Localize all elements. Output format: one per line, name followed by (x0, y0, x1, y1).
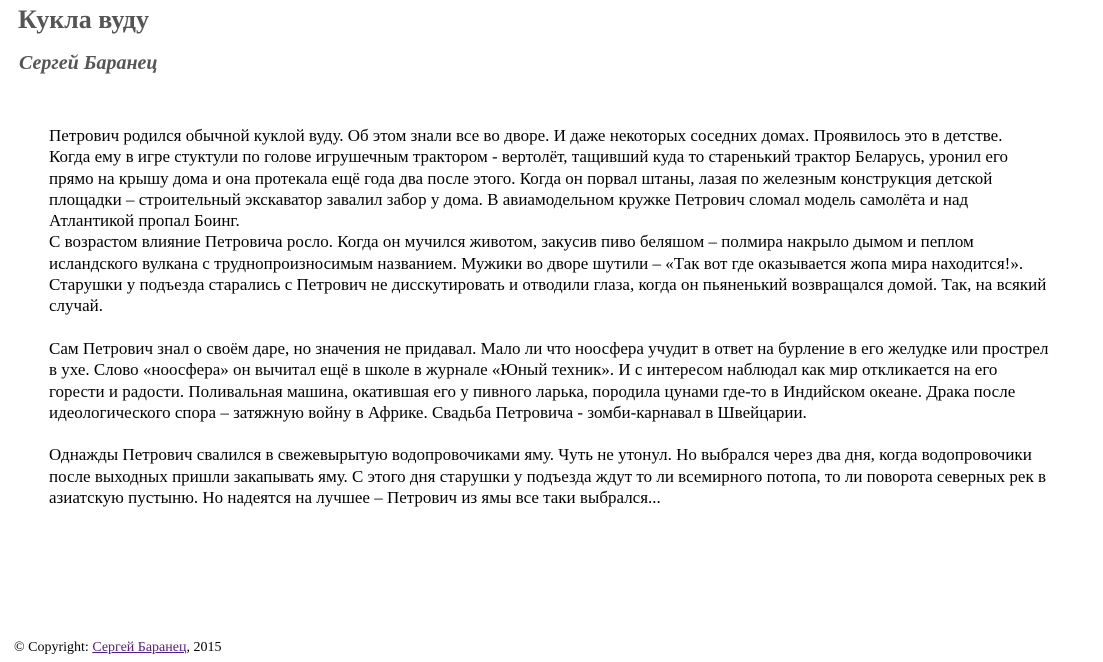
story-paragraph: Старушки у подъезда старались с Петрович не дисскутировать и отводили глаза, когда он пьяненький возвращался домой. Так, на всякий случай. (49, 275, 1047, 316)
copyright-prefix: © Copyright: (14, 640, 93, 655)
story-paragraph: Сам Петрович знал о своём даре, но значения не придавал. Мало ли что ноосфера учудит в ответ на бурление в его желудке или прострел в ухе. Слово «ноосфера» он вычитал ещё в школе в журнале «Юный техник». И с интересом наблюдал как мир откликается на его горести и радости. Поливальная машина, окатившая его у пивного ларька, породила цунами где-то в Индийском океане. Драка после идеологического спора – затяжную войну в Африке. Свадьба Петровича - зомби-карнавал в Швейцарии. (49, 338, 1049, 422)
story-text (49, 125, 1049, 508)
story-paragraph: Петрович родился обычной куклой вуду. Об этом знали все во дворе. И даже некоторых соседних домах. Проявилось это в детстве. (49, 126, 1003, 145)
author-link[interactable]: Сергей Баранец (92, 640, 187, 655)
copyright-year: , 2015 (186, 640, 222, 655)
paragraph-spacer (49, 423, 1049, 444)
copyright-footer (14, 639, 221, 657)
story-title: Кукла вуду (18, 5, 149, 34)
paragraph-spacer (49, 317, 1049, 338)
story-paragraph: С возрастом влияние Петровича росло. Когда он мучился животом, закусив пиво беляшом – полмира накрыло дымом и пеплом исландского вулкана с труднопроизносимым названием. Мужики во дворе шутили – «Так вот где оказывается жопа мира находится!». (49, 232, 1024, 273)
story-paragraph: Однажды Петрович свалился в свежевырытую водопровочиками яму. Чуть не утонул. Но выбрался через два дня, когда водопровочики после выходных пришли закапывать яму. С этого дня старушки у подъезда ждут то ли всемирного потопа, то ли поворота северных рек в азиатскую пустыню. Но надеятся на лучшее – Петрович из ямы все таки выбрался... (49, 445, 1047, 508)
story-paragraph: Когда ему в игре стуктули по голове игрушечным трактором - вертолёт, тащивший куда то старенький трактор Беларусь, уронил его прямо на крышу дома и она протекала ещё года два после этого. Когда он порвал штаны, лазая по железным конструкция детской площадки – строительный экскаватор завалил забор у дома. В авиамодельном кружке Петрович сломал модель самолёта и над Атлантикой пропал Боинг. (49, 147, 1008, 231)
story-author: Сергей Баранец (19, 52, 158, 74)
